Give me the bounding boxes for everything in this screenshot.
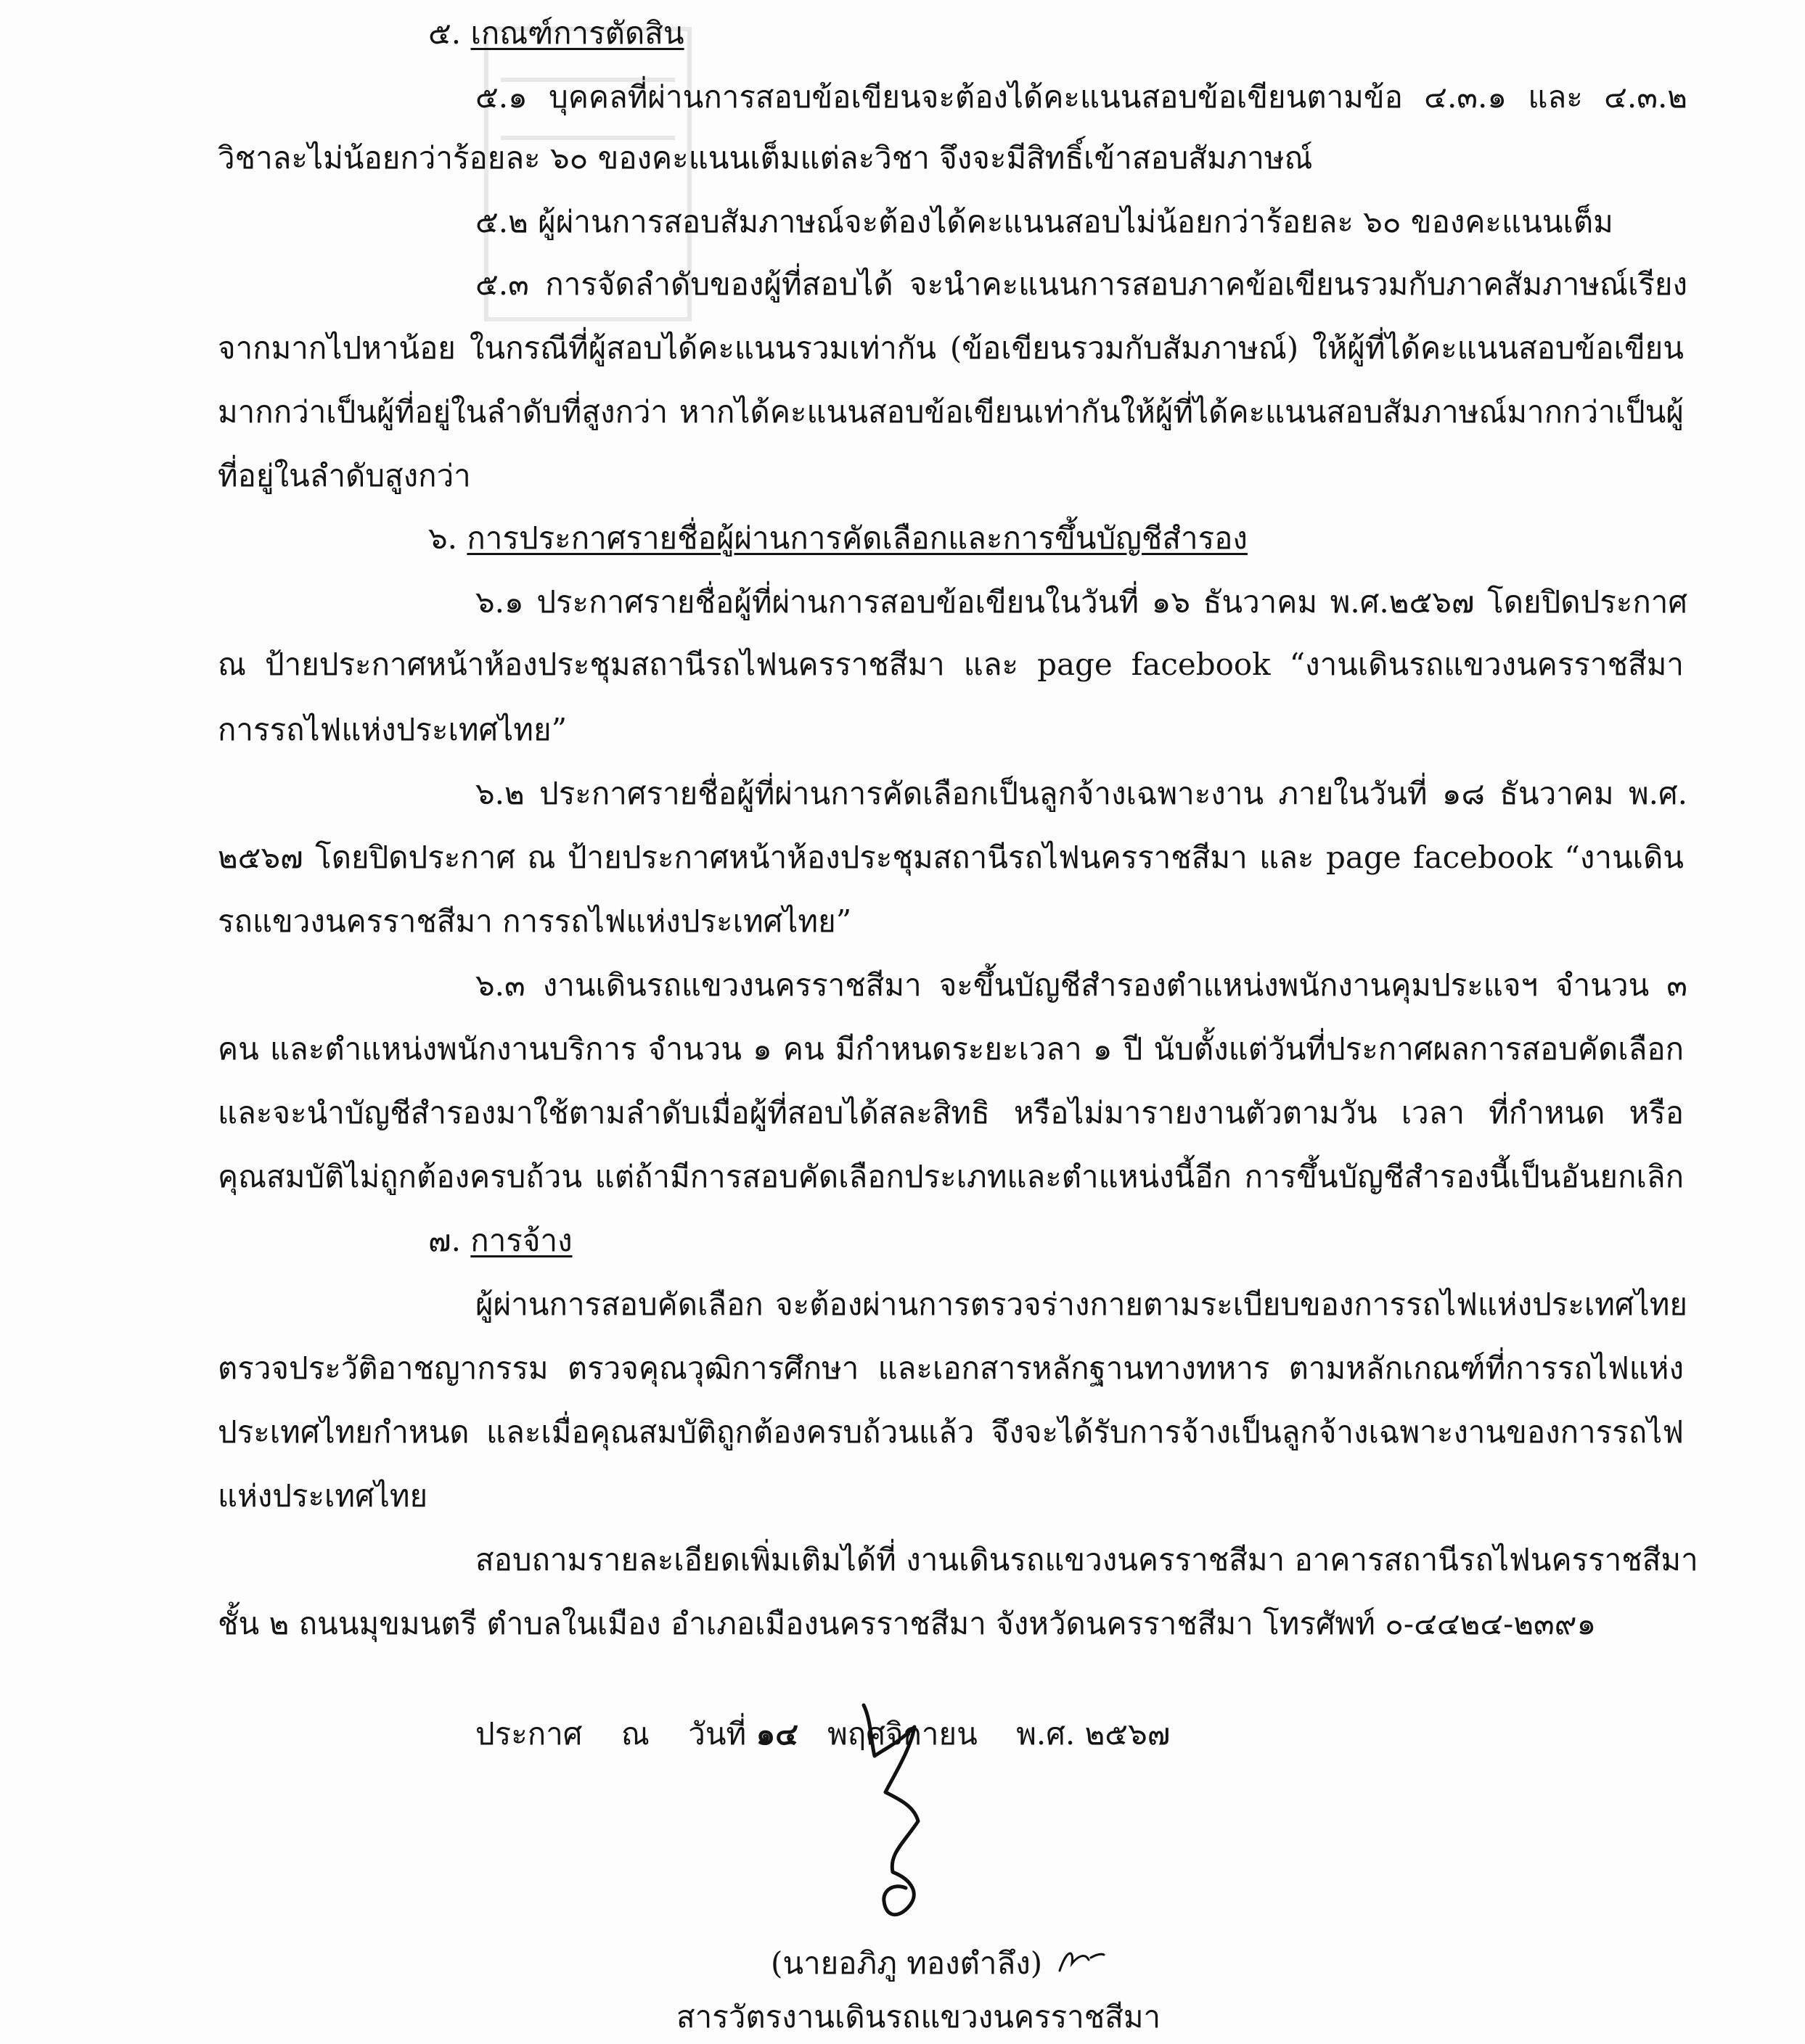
- s6-p2-line2: ๒๕๖๗ โดยปิดประกาศ ณ ป้ายประกาศหน้าห้องประชุมสถานีรถไฟนครราชสีมา และ page facebook “งานเดิน: [218, 840, 1684, 875]
- s6-p2-line1: ๖.๒ ประกาศรายชื่อผู้ที่ผ่านการคัดเลือกเป็นลูกจ้างเฉพาะงาน ภายในวันที่ ๑๘ ธันวาคม พ.ศ.: [475, 776, 1687, 811]
- s6-p1-line3: การรถไฟแห่งประเทศไทย”: [218, 712, 568, 747]
- s5-p2-line1: ๕.๒ ผู้ผ่านการสอบสัมภาษณ์จะต้องได้คะแนนสอบไม่น้อยกว่าร้อยละ ๖๐ ของคะแนนเต็ม: [475, 204, 1613, 239]
- s5-p3-line1: ๕.๓ การจัดลำดับของผู้ที่สอบได้ จะนำคะแนนการสอบภาคข้อเขียนรวมกับภาคสัมภาษณ์เรียง: [475, 266, 1687, 302]
- section-6-title: การประกาศรายชื่อผู้ผ่านการคัดเลือกและการขึ้นบัญชีสำรอง: [467, 520, 1248, 556]
- s7-p2-line2: ชั้น ๒ ถนนมุขมนตรี ตำบลในเมือง อำเภอเมืองนครราชสีมา จังหวัดนครราชสีมา โทรศัพท์ ๐-๔๔๒๔-๒๓๙๑: [218, 1606, 1597, 1641]
- s5-p3-line3: มากกว่าเป็นผู้ที่อยู่ในลำดับที่สูงกว่า หากได้คะแนนสอบข้อเขียนเท่ากันให้ผู้ที่ได้คะแนนสอบสัมภาษณ์มากกว่าเป็นผู้: [218, 394, 1684, 430]
- s7-p2-line1: สอบถามรายละเอียดเพิ่มเติมได้ที่ งานเดินรถแขวงนครราชสีมา อาคารสถานีรถไฟนครราชสีมา: [475, 1542, 1698, 1577]
- s6-p1-line1: ๖.๑ ประกาศรายชื่อผู้ที่ผ่านการสอบข้อเขียนในวันที่ ๑๖ ธันวาคม พ.ศ.๒๕๖๗ โดยปิดประกาศ: [475, 584, 1687, 620]
- s7-p1-line1: ผู้ผ่านการสอบคัดเลือก จะต้องผ่านการตรวจร่างกายตามระเบียบของการรถไฟแห่งประเทศไทย: [475, 1286, 1687, 1322]
- s6-p3-line2: คน และตำแหน่งพนักงานบริการ จำนวน ๑ คน มีกำหนดระยะเวลา ๑ ปี นับตั้งแต่วันที่ประกาศผลการสอบคัดเลือก: [218, 1031, 1684, 1067]
- s6-p3-line3: และจะนำบัญชีสำรองมาใช้ตามลำดับเมื่อผู้ที่สอบได้สละสิทธิ หรือไม่มารายงานตัวตามวัน เวลา ที่กำหนด หรือ: [218, 1095, 1684, 1130]
- section-6-number: ๖.: [428, 520, 458, 556]
- announcement-day-label: วันที่: [688, 1716, 747, 1752]
- s6-p3-line1: ๖.๓ งานเดินรถแขวงนครราชสีมา จะขึ้นบัญชีสำรองตำแหน่งพนักงานคุมประแจฯ จำนวน ๓: [475, 967, 1687, 1003]
- s7-p1-line4: แห่งประเทศไทย: [218, 1478, 428, 1514]
- section-5-title: เกณฑ์การตัดสิน: [470, 15, 684, 51]
- announcement-date-row: [475, 1712, 1170, 1756]
- section-5-number: ๕.: [428, 15, 462, 51]
- signature: [842, 1698, 973, 1937]
- section-7-title: การจ้าง: [470, 1223, 573, 1258]
- announcement-month: พฤศจิกายน: [827, 1716, 978, 1752]
- initials-mark: [1056, 1942, 1107, 1978]
- s6-p1-line2: ณ ป้ายประกาศหน้าห้องประชุมสถานีรถไฟนครราชสีมา และ page facebook “งานเดินรถแขวงนครราชสีมา: [218, 647, 1684, 682]
- announcement-day: ๑๔: [756, 1716, 799, 1752]
- s5-p1-line1: ๕.๑ บุคคลที่ผ่านการสอบข้อเขียนจะต้องได้คะแนนสอบข้อเขียนตามข้อ ๔.๓.๑ และ ๔.๓.๒: [475, 79, 1687, 115]
- announcement-year-label: พ.ศ.: [1016, 1716, 1076, 1752]
- announcement-prefix: ประกาศ: [475, 1716, 583, 1752]
- section-7-heading: [428, 1219, 573, 1263]
- section-7-number: ๗.: [428, 1223, 461, 1258]
- s6-p2-line3: รถแขวงนครราชสีมา การรถไฟแห่งประเทศไทย”: [218, 903, 852, 939]
- s5-p1-line2: วิชาละไม่น้อยกว่าร้อยละ ๖๐ ของคะแนนเต็มแต่ละวิชา จึงจะมีสิทธิ์เข้าสอบสัมภาษณ์: [218, 140, 1313, 176]
- s6-p3-line4: คุณสมบัติไม่ถูกต้องครบถ้วน แต่ถ้ามีการสอบคัดเลือกประเภทและตำแหน่งนี้อีก การขึ้นบัญชีสำรองนี้เป็นอันยกเลิก: [218, 1159, 1684, 1194]
- section-6-heading: [428, 517, 1248, 560]
- signer-name: (นายอภิภู ทองตำลึง): [771, 1945, 1043, 1981]
- section-5-heading: [428, 12, 684, 55]
- s7-p1-line3: ประเทศไทยกำหนด และเมื่อคุณสมบัติถูกต้องครบถ้วนแล้ว จึงจะได้รับการจ้างเป็นลูกจ้างเฉพาะงานของการรถไฟ: [218, 1414, 1684, 1450]
- signer-position: สารวัตรงานเดินรถแขวงนครราชสีมา: [676, 1999, 1161, 2035]
- s5-p3-line4: ที่อยู่ในลำดับสูงกว่า: [218, 458, 471, 493]
- announcement-at: ณ: [621, 1716, 650, 1752]
- announcement-year: ๒๕๖๗: [1084, 1716, 1171, 1752]
- s5-p3-line2: จากมากไปหาน้อย ในกรณีที่ผู้สอบได้คะแนนรวมเท่ากัน (ข้อเขียนรวมกับสัมภาษณ์) ให้ผู้ที่ได้คะแนนสอบข้อเขียน: [218, 330, 1684, 366]
- s7-p1-line2: ตรวจประวัติอาชญากรรม ตรวจคุณวุฒิการศึกษา และเอกสารหลักฐานทางทหาร ตามหลักเกณฑ์ที่การรถไฟแห่ง: [218, 1350, 1684, 1386]
